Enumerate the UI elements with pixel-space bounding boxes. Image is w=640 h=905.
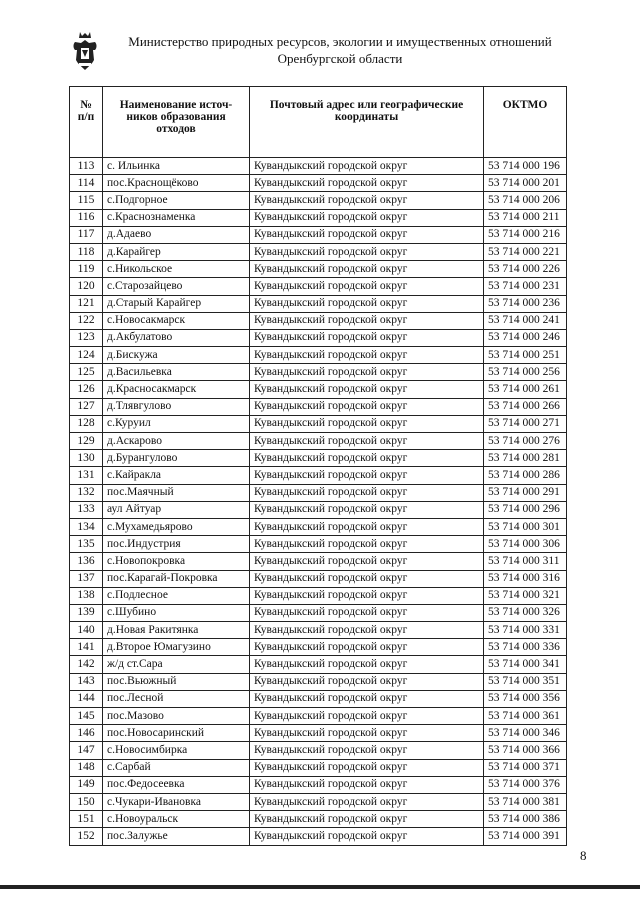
row-number: 118 [70,243,103,260]
source-name: д.Бискужа [103,347,250,364]
address: Кувандыкский городской округ [250,312,484,329]
address: Кувандыкский городской округ [250,690,484,707]
source-name: с.Куруил [103,415,250,432]
oktmo-code: 53 714 000 311 [484,553,567,570]
row-number: 141 [70,639,103,656]
table-row [70,501,567,518]
row-number: 116 [70,209,103,226]
address: Кувандыкский городской округ [250,501,484,518]
source-name: пос.Краснощёково [103,175,250,192]
table-row [70,329,567,346]
row-number: 136 [70,553,103,570]
oktmo-code: 53 714 000 246 [484,329,567,346]
address: Кувандыкский городской округ [250,639,484,656]
oktmo-code: 53 714 000 326 [484,604,567,621]
source-name: д.Новая Ракитянка [103,622,250,639]
row-number: 121 [70,295,103,312]
row-number: 142 [70,656,103,673]
table-row [70,484,567,501]
address: Кувандыкский городской округ [250,415,484,432]
row-number: 139 [70,604,103,621]
address: Кувандыкский городской округ [250,587,484,604]
oktmo-code: 53 714 000 361 [484,708,567,725]
row-number: 123 [70,329,103,346]
oktmo-code: 53 714 000 261 [484,381,567,398]
row-number: 127 [70,398,103,415]
table-row [70,261,567,278]
oktmo-code: 53 714 000 366 [484,742,567,759]
oktmo-code: 53 714 000 291 [484,484,567,501]
row-number: 148 [70,759,103,776]
column-header-source-name: Наименование источ-ников образования отходов [103,87,250,158]
table-row [70,708,567,725]
table-row [70,536,567,553]
source-name: аул Айтуар [103,501,250,518]
column-header-oktmo: ОКТМО [484,87,567,158]
source-name: пос.Мазово [103,708,250,725]
source-name: д.Карайгер [103,243,250,260]
row-number: 115 [70,192,103,209]
table-row [70,587,567,604]
row-number: 130 [70,450,103,467]
row-number: 125 [70,364,103,381]
source-name: пос.Федосеевка [103,776,250,793]
table-row [70,415,567,432]
source-name: пос.Индустрия [103,536,250,553]
source-name: с.Кайракла [103,467,250,484]
source-name: д.Адаево [103,226,250,243]
source-name: с.Новосакмарск [103,312,250,329]
address: Кувандыкский городской округ [250,570,484,587]
oktmo-code: 53 714 000 306 [484,536,567,553]
ministry-name: Министерство природных ресурсов, экологии и имущественных отношений [128,34,552,49]
oktmo-code: 53 714 000 316 [484,570,567,587]
row-number: 140 [70,622,103,639]
region-name: Оренбургской области [277,51,403,66]
oktmo-code: 53 714 000 231 [484,278,567,295]
row-number: 144 [70,690,103,707]
table-row [70,604,567,621]
source-name: д.Старый Карайгер [103,295,250,312]
address: Кувандыкский городской округ [250,243,484,260]
table-row [70,518,567,535]
table-row [70,776,567,793]
source-name: с.Новоуральск [103,811,250,828]
table-row [70,433,567,450]
source-name: с.Старозайцево [103,278,250,295]
oktmo-code: 53 714 000 331 [484,622,567,639]
table-row [70,759,567,776]
row-number: 120 [70,278,103,295]
row-number: 137 [70,570,103,587]
address: Кувандыкский городской округ [250,398,484,415]
oktmo-code: 53 714 000 391 [484,828,567,845]
page-number: 8 [580,848,587,863]
oktmo-code: 53 714 000 276 [484,433,567,450]
address: Кувандыкский городской округ [250,742,484,759]
row-number: 138 [70,587,103,604]
oktmo-code: 53 714 000 371 [484,759,567,776]
row-number: 132 [70,484,103,501]
source-name: пос.Залужье [103,828,250,845]
source-name: д.Акбулатово [103,329,250,346]
source-name: д.Второе Юмагузино [103,639,250,656]
table-row [70,742,567,759]
address: Кувандыкский городской округ [250,158,484,175]
row-number: 134 [70,518,103,535]
column-header-address: Почтовый адрес или географические координаты [250,87,484,158]
table-row [70,226,567,243]
oktmo-code: 53 714 000 356 [484,690,567,707]
address: Кувандыкский городской округ [250,467,484,484]
table-row [70,725,567,742]
oktmo-code: 53 714 000 286 [484,467,567,484]
source-name: д.Красносакмарск [103,381,250,398]
row-number: 128 [70,415,103,432]
table-row [70,793,567,810]
oktmo-code: 53 714 000 206 [484,192,567,209]
oktmo-code: 53 714 000 321 [484,587,567,604]
source-name: с.Сарбай [103,759,250,776]
waste-sources-table [69,86,567,846]
address: Кувандыкский городской округ [250,759,484,776]
row-number: 145 [70,708,103,725]
oktmo-code: 53 714 000 296 [484,501,567,518]
row-number: 122 [70,312,103,329]
address: Кувандыкский городской округ [250,226,484,243]
table-row [70,450,567,467]
table-row [70,570,567,587]
source-name: д.Аскарово [103,433,250,450]
column-header-number: № п/п [70,87,103,158]
address: Кувандыкский городской округ [250,536,484,553]
address: Кувандыкский городской округ [250,622,484,639]
source-name: ж/д ст.Сара [103,656,250,673]
row-number: 124 [70,347,103,364]
source-name: с. Ильинка [103,158,250,175]
oktmo-code: 53 714 000 346 [484,725,567,742]
row-number: 131 [70,467,103,484]
row-number: 117 [70,226,103,243]
table-row [70,398,567,415]
oktmo-code: 53 714 000 271 [484,415,567,432]
table-row [70,673,567,690]
oktmo-code: 53 714 000 381 [484,793,567,810]
table-row [70,347,567,364]
address: Кувандыкский городской округ [250,433,484,450]
table-row [70,158,567,175]
address: Кувандыкский городской округ [250,381,484,398]
source-name: с.Чукари-Ивановка [103,793,250,810]
oktmo-code: 53 714 000 376 [484,776,567,793]
oktmo-code: 53 714 000 201 [484,175,567,192]
address: Кувандыкский городской округ [250,604,484,621]
address: Кувандыкский городской округ [250,725,484,742]
source-name: с.Новопокровка [103,553,250,570]
source-name: пос.Маячный [103,484,250,501]
address: Кувандыкский городской округ [250,553,484,570]
source-name: пос.Новосаринский [103,725,250,742]
oktmo-code: 53 714 000 351 [484,673,567,690]
oktmo-code: 53 714 000 251 [484,347,567,364]
source-name: с.Шубино [103,604,250,621]
row-number: 126 [70,381,103,398]
address: Кувандыкский городской округ [250,364,484,381]
address: Кувандыкский городской округ [250,518,484,535]
table-row [70,639,567,656]
coat-of-arms-icon [72,30,98,72]
oktmo-code: 53 714 000 236 [484,295,567,312]
address: Кувандыкский городской округ [250,450,484,467]
table-row [70,192,567,209]
table-row [70,175,567,192]
table-row [70,209,567,226]
address: Кувандыкский городской округ [250,708,484,725]
oktmo-code: 53 714 000 226 [484,261,567,278]
oktmo-code: 53 714 000 336 [484,639,567,656]
address: Кувандыкский городской округ [250,329,484,346]
address: Кувандыкский городской округ [250,484,484,501]
row-number: 149 [70,776,103,793]
ministry-header [120,33,560,67]
table-row [70,364,567,381]
address: Кувандыкский городской округ [250,656,484,673]
row-number: 147 [70,742,103,759]
source-name: с.Никольское [103,261,250,278]
oktmo-code: 53 714 000 221 [484,243,567,260]
source-name: с.Новосимбирка [103,742,250,759]
source-name: с.Краснознаменка [103,209,250,226]
table-row [70,828,567,845]
table-row [70,295,567,312]
table-row [70,553,567,570]
oktmo-code: 53 714 000 216 [484,226,567,243]
row-number: 129 [70,433,103,450]
row-number: 119 [70,261,103,278]
oktmo-code: 53 714 000 241 [484,312,567,329]
address: Кувандыкский городской округ [250,776,484,793]
address: Кувандыкский городской округ [250,209,484,226]
address: Кувандыкский городской округ [250,295,484,312]
oktmo-code: 53 714 000 211 [484,209,567,226]
row-number: 133 [70,501,103,518]
table-row [70,312,567,329]
table-row [70,243,567,260]
address: Кувандыкский городской округ [250,793,484,810]
table-row [70,811,567,828]
address: Кувандыкский городской округ [250,673,484,690]
source-name: пос.Карагай-Покровка [103,570,250,587]
row-number: 146 [70,725,103,742]
oktmo-code: 53 714 000 386 [484,811,567,828]
source-name: д.Бурангулово [103,450,250,467]
oktmo-code: 53 714 000 256 [484,364,567,381]
address: Кувандыкский городской округ [250,828,484,845]
address: Кувандыкский городской округ [250,347,484,364]
row-number: 113 [70,158,103,175]
oktmo-code: 53 714 000 266 [484,398,567,415]
row-number: 152 [70,828,103,845]
source-name: пос.Вьюжный [103,673,250,690]
address: Кувандыкский городской округ [250,811,484,828]
table-header-row [70,87,567,158]
address: Кувандыкский городской округ [250,192,484,209]
row-number: 135 [70,536,103,553]
row-number: 114 [70,175,103,192]
table-row [70,656,567,673]
address: Кувандыкский городской округ [250,261,484,278]
table-row [70,690,567,707]
source-name: пос.Лесной [103,690,250,707]
oktmo-code: 53 714 000 281 [484,450,567,467]
table-row [70,467,567,484]
oktmo-code: 53 714 000 341 [484,656,567,673]
row-number: 151 [70,811,103,828]
row-number: 150 [70,793,103,810]
table-row [70,381,567,398]
table-row [70,622,567,639]
table-row [70,278,567,295]
address: Кувандыкский городской округ [250,278,484,295]
address: Кувандыкский городской округ [250,175,484,192]
source-name: д.Васильевка [103,364,250,381]
bottom-rule [0,885,640,889]
source-name: д.Тлявгулово [103,398,250,415]
oktmo-code: 53 714 000 301 [484,518,567,535]
oktmo-code: 53 714 000 196 [484,158,567,175]
source-name: с.Подлесное [103,587,250,604]
row-number: 143 [70,673,103,690]
source-name: с.Подгорное [103,192,250,209]
source-name: с.Мухамедьярово [103,518,250,535]
